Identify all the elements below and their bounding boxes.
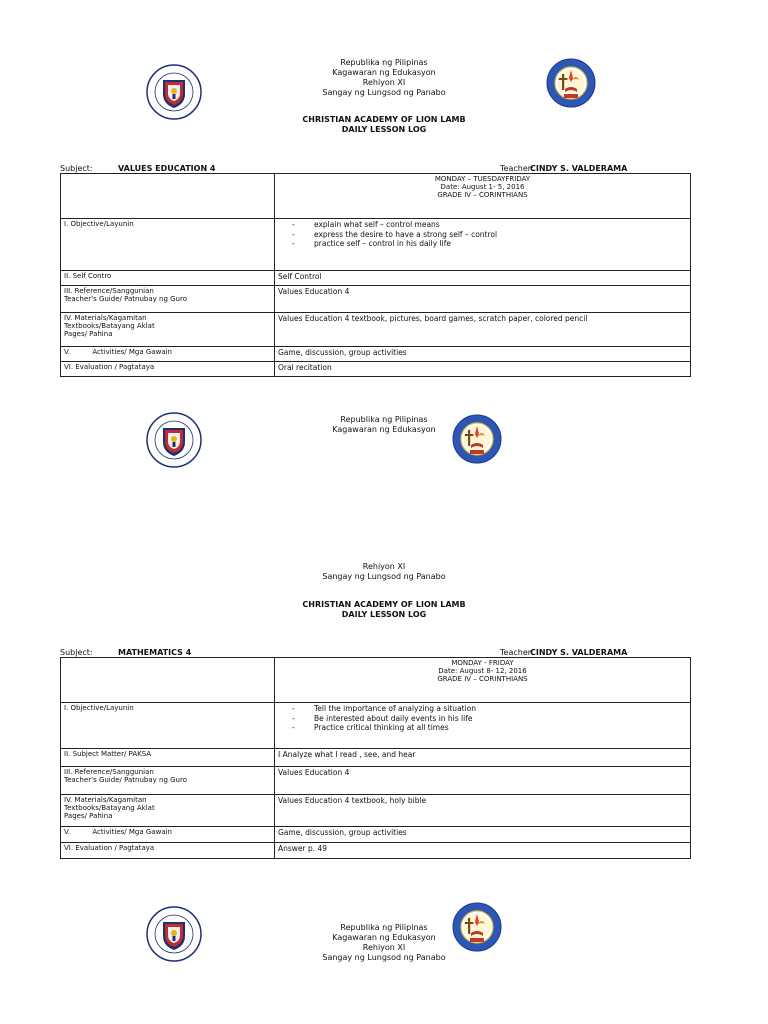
row-label [61,313,275,347]
table-row [61,362,691,377]
objectives-cell [275,703,691,749]
list-item: - Practice critical thinking at all times [292,723,687,733]
table-row [61,347,691,362]
table-row [61,843,691,859]
row-label: V. Activities/ Mga Gawain [61,827,275,843]
list-item: - explain what self – control means [292,220,687,230]
deped-seal-logo [146,64,202,120]
row-label [61,286,275,313]
row-value: Answer p. 49 [275,843,691,859]
row-value: Game, discussion, group activities [275,347,691,362]
row-label-line: Pages/ Pahina [64,330,113,338]
table-row [61,313,691,347]
department-text: Kagawaran ng Edukasyon [332,68,436,77]
grade-text: GRADE IV – CORINTHIANS [437,675,528,683]
document-title: DAILY LESSON LOG [341,125,427,134]
school-seal-logo [452,902,502,952]
table-row [61,767,691,795]
subject-value: VALUES EDUCATION 4 [118,164,216,173]
grade-text: GRADE IV – CORINTHIANS [437,191,528,199]
schedule-cell [275,658,691,703]
division-text: Sangay ng Lungsod ng Panabo [322,572,446,581]
row-label-line: Teacher's Guide/ Patnubay ng Guro [64,295,187,303]
row-label: VI. Evaluation / Pagtataya [61,843,275,859]
table-cell-empty [61,658,275,703]
row-value: Oral recitation [275,362,691,377]
teacher-value: CINDY S. VALDERAMA [530,648,628,657]
days-text: MONDAY – TUESDAYFRIDAY [434,175,531,183]
teacher-value: CINDY S. VALDERAMA [530,164,628,173]
subject-label: Subject: [60,648,93,657]
row-label: I. Objective/Layunin [61,703,275,749]
row-label-line: Textbooks/Batayang Aklat [64,804,155,812]
teacher-label: Teacher: [500,164,534,173]
date-text: Date: August 1- 5, 2016 [440,183,525,191]
department-text: Kagawaran ng Edukasyon [332,425,436,434]
school-title-block-1 [0,115,768,135]
list-item: - practice self – control in his daily life [292,239,687,249]
region-text: Rehiyon XI [362,78,406,87]
row-label-line: IV. Materials/Kagamitan [64,796,147,804]
subject-label: Subject: [60,164,93,173]
table-row [61,219,691,271]
days-text: MONDAY - FRIDAY [451,659,514,667]
row-label-line: Teacher's Guide/ Patnubay ng Guro [64,776,187,784]
division-text: Sangay ng Lungsod ng Panabo [322,953,446,962]
header-block-3 [0,923,768,963]
row-value: Self Control [275,271,691,286]
row-value: Values Education 4 textbook, holy bible [275,795,691,827]
list-item: - Be interested about daily events in his life [292,714,687,724]
header-block-2b [0,562,768,582]
republic-text: Republika ng Pilipinas [340,58,428,67]
list-item: - Tell the importance of analyzing a situation [292,704,687,714]
deped-seal-logo [146,906,202,962]
list-item: - express the desire to have a strong self – control [292,230,687,240]
division-text: Sangay ng Lungsod ng Panabo [322,88,446,97]
table-row [61,749,691,767]
row-value: Game, discussion, group activities [275,827,691,843]
republic-text: Republika ng Pilipinas [340,923,428,932]
table-row [61,286,691,313]
department-text: Kagawaran ng Edukasyon [332,933,436,942]
table-row [61,795,691,827]
row-label-line: Textbooks/Batayang Aklat [64,322,155,330]
row-label-line: Pages/ Pahina [64,812,113,820]
objectives-list [278,704,687,733]
table-cell-empty [61,174,275,219]
document-title: DAILY LESSON LOG [341,610,427,619]
school-name: CHRISTIAN ACADEMY OF LION LAMB [302,115,466,124]
row-value: Values Education 4 textbook, pictures, board games, scratch paper, colored pencil [275,313,691,347]
schedule-cell [275,174,691,219]
school-name: CHRISTIAN ACADEMY OF LION LAMB [302,600,466,609]
row-label-line: III. Reference/Sanggunian [64,287,154,295]
region-text: Rehiyon XI [362,562,406,571]
row-value: Values Education 4 [275,286,691,313]
republic-text: Republika ng Pilipinas [340,415,428,424]
header-block-1 [0,58,768,98]
school-title-block-2 [0,600,768,620]
teacher-label: Teacher: [500,648,534,657]
row-label-line: IV. Materials/Kagamitan [64,314,147,322]
lesson-log-table-1 [60,173,691,377]
row-label: II. Subject Matter/ PAKSA [61,749,275,767]
subject-value: MATHEMATICS 4 [118,648,192,657]
objectives-cell [275,219,691,271]
header-block-2 [0,415,768,435]
school-seal-logo [452,414,502,464]
table-row [61,271,691,286]
school-seal-logo [546,58,596,108]
row-label: II. Self Contro [61,271,275,286]
row-label: VI. Evaluation / Pagtataya [61,362,275,377]
lesson-log-table-2 [60,657,691,859]
region-text: Rehiyon XI [362,943,406,952]
objectives-list [278,220,687,249]
row-value: Values Education 4 [275,767,691,795]
row-label [61,767,275,795]
table-row [61,703,691,749]
row-label-line: III. Reference/Sanggunian [64,768,154,776]
date-text: Date: August 8- 12, 2016 [438,667,527,675]
deped-seal-logo [146,412,202,468]
row-value: I Analyze what I read , see, and hear [275,749,691,767]
row-label [61,795,275,827]
table-row [61,827,691,843]
row-label: I. Objective/Layunin [61,219,275,271]
row-label: V. Activities/ Mga Gawain [61,347,275,362]
